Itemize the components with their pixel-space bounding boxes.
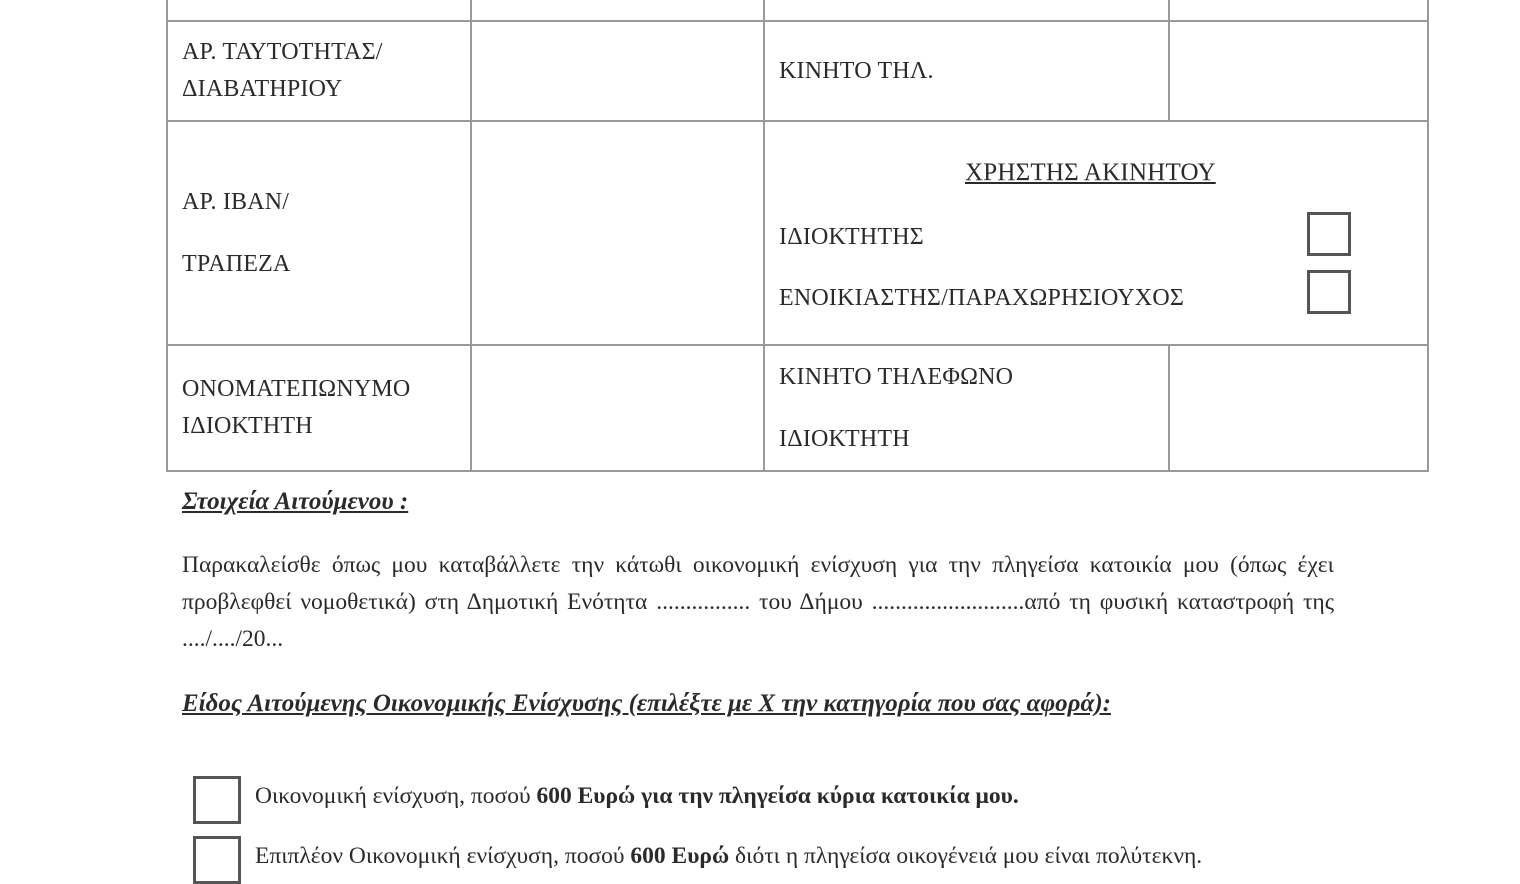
option-2-checkbox[interactable] <box>193 836 241 884</box>
table-cell-input[interactable] <box>471 0 764 21</box>
table-row-top-partial <box>167 0 1428 21</box>
option-1-text <box>255 778 1334 815</box>
table-cell <box>764 0 1169 21</box>
table-cell <box>167 0 471 21</box>
mobile-label: ΚΙΝΗΤΟ ΤΗΛ. <box>779 57 934 84</box>
owner-phone-field[interactable] <box>1169 345 1428 471</box>
option-2-text <box>255 838 1334 875</box>
table-row-iban <box>167 121 1428 345</box>
property-user-cell <box>764 121 1428 345</box>
option-2-plain-2: διότι η πληγείσα οικογένειά μου είναι πολύτεκνη. <box>729 843 1203 869</box>
iban-label-line1: ΑΡ. ΙΒΑΝ/ <box>182 189 290 215</box>
owner-phone-label-line2: ΙΔΙΟΚΤΗΤΗ <box>779 426 910 452</box>
iban-label-cell <box>167 121 471 345</box>
tenant-option-label: ΕΝΟΙΚΙΑΣΤΗΣ/ΠΑΡΑΧΩΡΗΣΙΟΥΧΟΣ <box>779 285 1185 311</box>
owner-name-label-cell <box>167 345 471 471</box>
iban-field[interactable] <box>471 121 764 345</box>
option-1-plain: Οικονομική ενίσχυση, ποσού <box>255 783 537 809</box>
owner-name-label-line1: ΟΝΟΜΑΤΕΠΩΝΥΜΟ <box>182 376 411 402</box>
request-paragraph: Παρακαλείσθε όπως μου καταβάλλετε την κάτωθι οικονομική ενίσχυση για την πληγείσα κατοικία μου (όπως έχει προβλεφθεί νομοθετικά) στη Δημοτική Ενότητα ................ του Δήμου ..........................από τη φυσική καταστροφή της ..../..../20... <box>182 552 1334 652</box>
table-row-owner <box>167 345 1428 471</box>
tenant-checkbox[interactable] <box>1307 270 1351 314</box>
id-number-field[interactable] <box>471 21 764 121</box>
support-type-title: Είδος Αιτούμενης Οικονομικής Ενίσχυσης (επιλέξτε με Χ την κατηγορία που σας αφορά): <box>182 690 1111 717</box>
mobile-number-field[interactable] <box>1169 21 1428 121</box>
owner-phone-label-line1: ΚΙΝΗΤΟ ΤΗΛΕΦΩΝΟ <box>779 364 1014 390</box>
table-cell-input[interactable] <box>1169 0 1428 21</box>
applicant-form-table <box>166 0 1429 472</box>
owner-name-label-line2: ΙΔΙΟΚΤΗΤΗ <box>182 413 313 439</box>
iban-label-line2: ΤΡΑΠΕΖΑ <box>182 251 291 277</box>
option-2-plain-1: Επιπλέον Οικονομική ενίσχυση, ποσού <box>255 843 631 869</box>
option-1-checkbox[interactable] <box>193 776 241 824</box>
option-2-bold: 600 Ευρώ <box>630 843 730 869</box>
id-label-line2: ΔΙΑΒΑΤΗΡΙΟΥ <box>182 76 343 102</box>
id-label-cell <box>167 21 471 121</box>
owner-option-label: ΙΔΙΟΚΤΗΤΗΣ <box>779 224 924 250</box>
id-label-line1: ΑΡ. ΤΑΥΤΟΤΗΤΑΣ/ <box>182 39 383 65</box>
option-1-bold: 600 Ευρώ για την πληγείσα κύρια κατοικία μου. <box>536 783 1019 809</box>
owner-phone-label-cell <box>764 345 1169 471</box>
table-row-id <box>167 21 1428 121</box>
property-user-title: ΧΡΗΣΤΗΣ ΑΚΙΝΗΤΟΥ <box>965 159 1216 186</box>
owner-checkbox[interactable] <box>1307 212 1351 256</box>
mobile-label-cell <box>764 21 1169 121</box>
owner-name-field[interactable] <box>471 345 764 471</box>
request-section-title: Στοιχεία Αιτούμενου : <box>182 488 409 515</box>
